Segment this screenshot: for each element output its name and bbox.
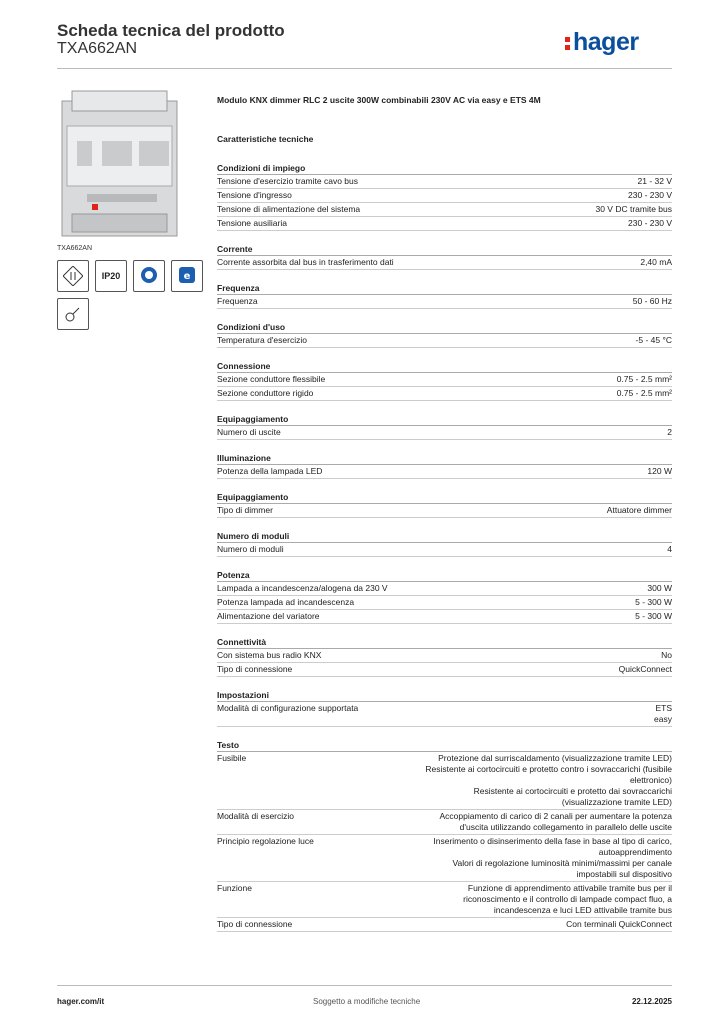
- footer-website: hager.com/it: [57, 997, 105, 1006]
- product-code: TXA662AN: [57, 40, 138, 57]
- spec-row: [217, 835, 672, 882]
- spec-row: [217, 582, 672, 596]
- spec-section: [217, 317, 672, 348]
- spec-value: 5 - 300 W: [635, 597, 672, 607]
- spec-label: Funzione: [217, 883, 252, 893]
- ip20-badge: IP20: [95, 260, 127, 292]
- spec-row: [217, 373, 672, 387]
- spec-value: -5 - 45 °C: [635, 335, 672, 345]
- spec-value: 50 - 60 Hz: [632, 296, 672, 306]
- spec-value: 5 - 300 W: [635, 611, 672, 621]
- spec-row: [217, 543, 672, 557]
- spec-label: Modalità di configurazione supportata: [217, 703, 359, 713]
- spec-label: Principio regolazione luce: [217, 836, 314, 846]
- spec-row: [217, 918, 672, 932]
- footer-note: Soggetto a modifiche tecniche: [313, 997, 421, 1006]
- spec-section: [217, 685, 672, 727]
- spec-row: [217, 465, 672, 479]
- section-title: Condizioni d'uso: [217, 317, 672, 334]
- section-title: Testo: [217, 735, 672, 752]
- section-title: Connessione: [217, 356, 672, 373]
- section-title: Condizioni di impiego: [217, 158, 672, 175]
- spec-section: [217, 239, 672, 270]
- spec-value: 300 W: [647, 583, 672, 593]
- footer-divider: [57, 985, 672, 986]
- section-title: Impostazioni: [217, 685, 672, 702]
- spec-label: Sezione conduttore rigido: [217, 388, 314, 398]
- spec-row: [217, 882, 672, 918]
- spec-label: Tensione d'ingresso: [217, 190, 292, 200]
- section-title: Numero di moduli: [217, 526, 672, 543]
- spec-row: [217, 175, 672, 189]
- spec-label: Tipo di dimmer: [217, 505, 273, 515]
- spec-label: Fusibile: [217, 753, 247, 763]
- section-title: Equipaggiamento: [217, 409, 672, 426]
- section-title: Frequenza: [217, 278, 672, 295]
- spec-label: Alimentazione del variatore: [217, 611, 320, 621]
- certification-icon: [171, 260, 203, 292]
- atex-icon: [57, 260, 89, 292]
- section-title: Potenza: [217, 565, 672, 582]
- product-panel: [57, 86, 205, 330]
- spec-row: [217, 649, 672, 663]
- spec-row: [217, 189, 672, 203]
- maintenance-icon: [57, 298, 89, 330]
- spec-section: [217, 735, 672, 932]
- spec-label: Potenza lampada ad incandescenza: [217, 597, 355, 607]
- spec-section: [217, 278, 672, 309]
- spec-value: 4: [667, 544, 672, 554]
- spec-value: 2: [667, 427, 672, 437]
- spec-value: 0.75 - 2.5 mm²: [616, 388, 672, 398]
- spec-row: [217, 256, 672, 270]
- spec-value: QuickConnect: [618, 664, 672, 674]
- spec-row: [217, 334, 672, 348]
- spec-value: No: [661, 650, 672, 660]
- spec-label: Numero di moduli: [217, 544, 284, 554]
- spec-row: [217, 702, 672, 727]
- spec-section: [217, 158, 672, 231]
- quality-icon: [133, 260, 165, 292]
- section-title: Corrente: [217, 239, 672, 256]
- specs-title: Caratteristiche tecniche: [217, 134, 314, 144]
- spec-value: 230 - 230 V: [628, 218, 672, 228]
- spec-value: 30 V DC tramite bus: [595, 204, 672, 214]
- spec-row: [217, 426, 672, 440]
- spec-row: [217, 810, 672, 835]
- spec-row: [217, 295, 672, 309]
- section-title: Illuminazione: [217, 448, 672, 465]
- spec-label: Sezione conduttore flessibile: [217, 374, 326, 384]
- footer-date: 22.12.2025: [631, 997, 672, 1006]
- spec-label: Modalità di esercizio: [217, 811, 295, 821]
- spec-row: [217, 387, 672, 401]
- svg-text:e: e: [183, 271, 191, 282]
- spec-value: 0.75 - 2.5 mm²: [616, 374, 672, 384]
- product-name: Modulo KNX dimmer RLC 2 uscite 300W combinabili 230V AC via easy e ETS 4M: [217, 95, 541, 105]
- hager-logo: hager: [565, 28, 639, 57]
- spec-value: Inserimento o disinserimento della fase in base al tipo di carico, autoapprendimento Valori di regolazione luminosità minimi/massimi per canale impostabili sul dispositivo: [433, 836, 672, 879]
- spec-label: Numero di uscite: [217, 427, 281, 437]
- spec-sections: [217, 158, 672, 932]
- spec-value: 120 W: [647, 466, 672, 476]
- spec-value: Protezione dal surriscaldamento (visualizzazione tramite LED) Resistente ai cortocircuiti e protetto contro i sovraccarichi (fusibile elettronico) Resistente ai cortocircuiti e protetto dai sovraccarichi (visualizzazione tramite LED): [425, 753, 672, 807]
- spec-value: Attuatore dimmer: [606, 505, 672, 515]
- spec-section: [217, 409, 672, 440]
- page-title: Scheda tecnica del prodotto: [57, 21, 285, 40]
- spec-section: [217, 448, 672, 479]
- spec-label: Tipo di connessione: [217, 919, 293, 929]
- spec-section: [217, 526, 672, 557]
- spec-label: Tipo di connessione: [217, 664, 293, 674]
- section-title: Equipaggiamento: [217, 487, 672, 504]
- spec-section: [217, 356, 672, 401]
- product-caption: TXA662AN: [57, 245, 93, 252]
- spec-label: Temperatura d'esercizio: [217, 335, 307, 345]
- spec-row: [217, 596, 672, 610]
- section-title: Connettività: [217, 632, 672, 649]
- spec-label: Tensione di alimentazione del sistema: [217, 204, 361, 214]
- spec-label: Lampada a incandescenza/alogena da 230 V: [217, 583, 388, 593]
- spec-label: Tensione d'esercizio tramite cavo bus: [217, 176, 358, 186]
- spec-label: Frequenza: [217, 296, 258, 306]
- header-divider: [57, 68, 672, 69]
- spec-value: Funzione di apprendimento attivabile tramite bus per il riconoscimento e il controllo di lampade compact fluo, a incandescenza e luci LED attivabile tramite bus: [463, 883, 672, 915]
- spec-value: 21 - 32 V: [637, 176, 672, 186]
- spec-label: Tensione ausiliaria: [217, 218, 287, 228]
- spec-label: Potenza della lampada LED: [217, 466, 323, 476]
- spec-row: [217, 217, 672, 231]
- spec-value: ETS easy: [654, 703, 672, 724]
- specs-panel: [217, 95, 672, 932]
- spec-row: [217, 504, 672, 518]
- spec-label: Con sistema bus radio KNX: [217, 650, 322, 660]
- spec-section: [217, 565, 672, 624]
- spec-row: [217, 610, 672, 624]
- spec-value: Accoppiamento di carico di 2 canali per aumentare la potenza d'uscita utilizzando collegamento in parallelo delle uscite: [439, 811, 672, 832]
- spec-value: Con terminali QuickConnect: [566, 919, 672, 929]
- spec-row: [217, 663, 672, 677]
- spec-row: [217, 752, 672, 810]
- spec-value: 2,40 mA: [640, 257, 672, 267]
- spec-section: [217, 632, 672, 677]
- product-image: [57, 86, 182, 241]
- spec-section: [217, 487, 672, 518]
- spec-row: [217, 203, 672, 217]
- spec-label: Corrente assorbita dal bus in trasferimento dati: [217, 257, 394, 267]
- spec-value: 230 - 230 V: [628, 190, 672, 200]
